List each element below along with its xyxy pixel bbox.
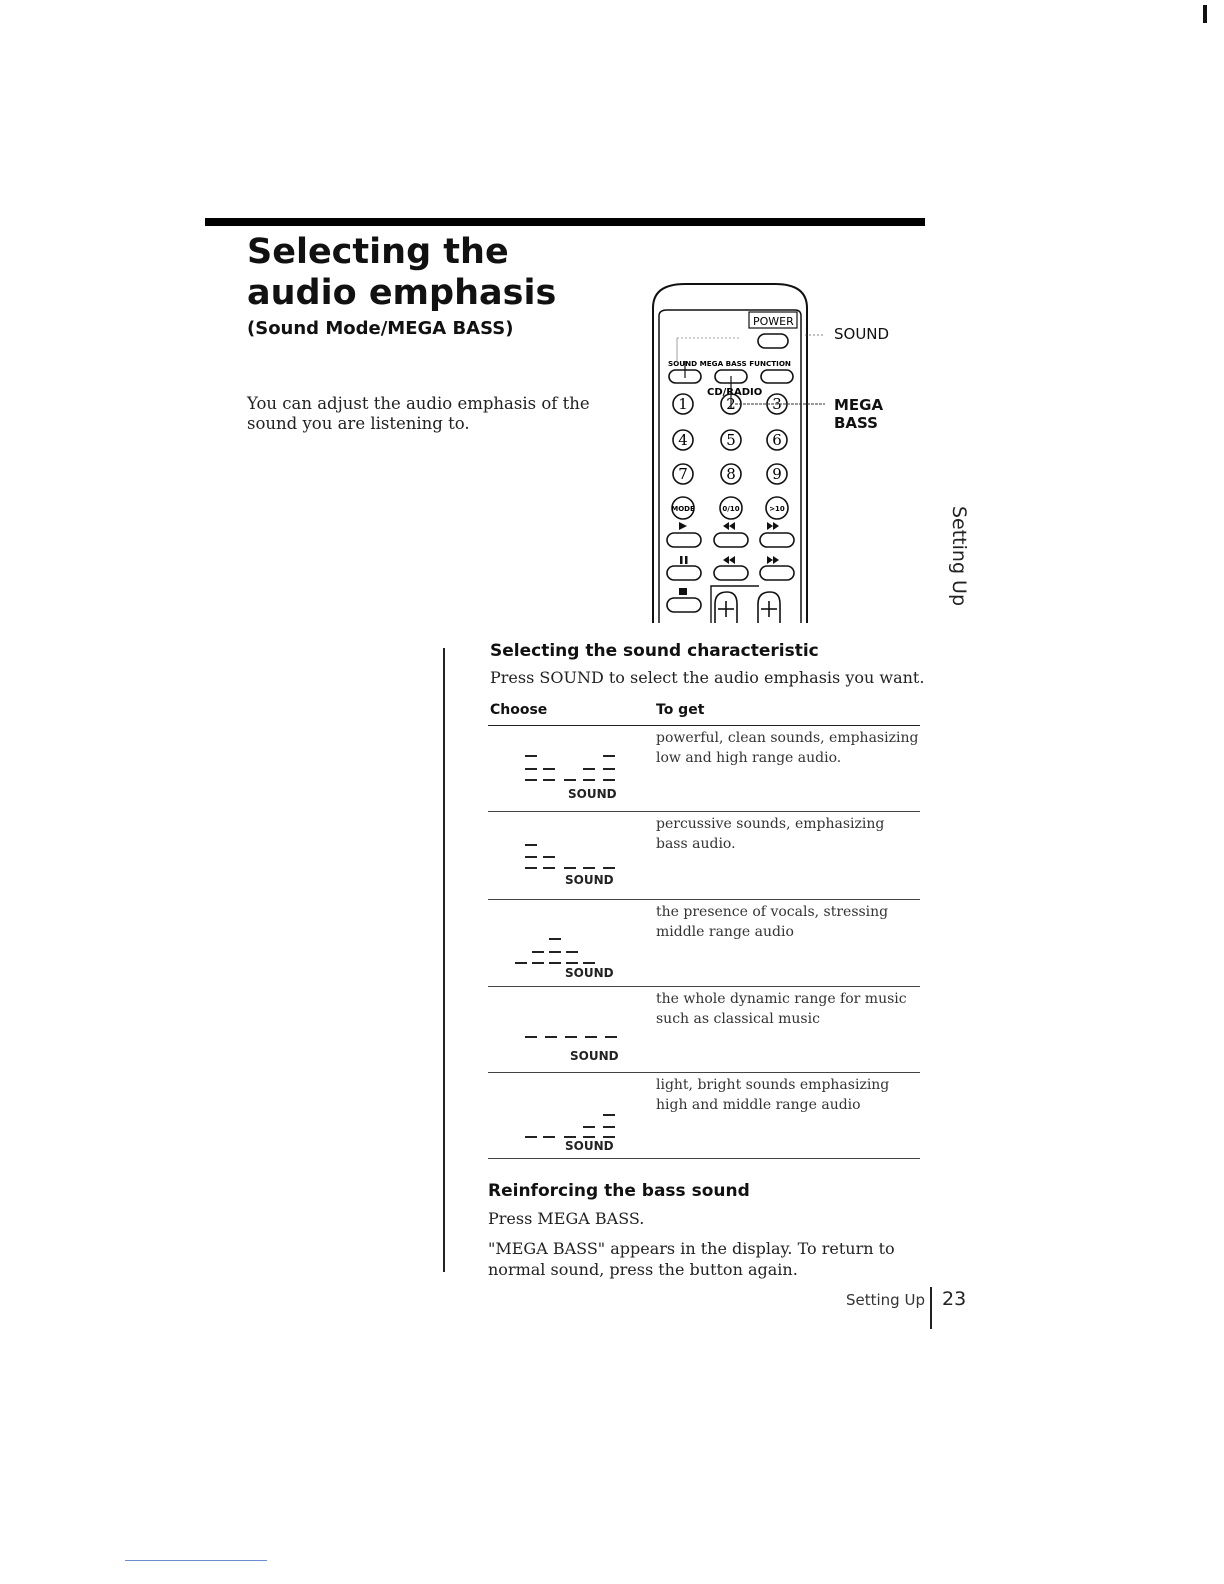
- section1-heading: Selecting the sound characteristic: [490, 641, 819, 661]
- next-button: [760, 533, 794, 547]
- table-row: [488, 900, 920, 987]
- intro-paragraph: You can adjust the audio emphasis of the sound you are listening to.: [247, 394, 590, 433]
- sound-mode-table: [488, 698, 920, 1159]
- cd-radio-label: CD/RADIO: [707, 387, 763, 398]
- display-pattern: [510, 1079, 660, 1153]
- number-label-3: 3: [772, 395, 782, 413]
- side-tab: [938, 505, 978, 615]
- display-sound-label: SOUND: [565, 1139, 614, 1153]
- page-title: [247, 232, 556, 314]
- row-description: powerful, clean sounds, emphasizing low and high range audio.: [656, 730, 919, 766]
- footer-divider: [930, 1287, 932, 1329]
- title-line-2: audio emphasis: [247, 273, 557, 313]
- number-label-1: 1: [678, 395, 688, 413]
- section-rule: [205, 218, 925, 226]
- section2-text2: "MEGA BASS" appears in the display. To return to normal sound, press the button again.: [488, 1239, 895, 1279]
- row-description: the whole dynamic range for music such as classical music: [656, 991, 907, 1027]
- table-row: [488, 1073, 920, 1159]
- mega-bass-callout: [834, 396, 883, 432]
- display-pattern: [510, 993, 660, 1063]
- section1-text: Press SOUND to select the audio emphasis you want.: [490, 668, 925, 687]
- number-label-2: 2: [726, 395, 736, 413]
- number-label-8: 8: [726, 465, 736, 483]
- prev-button: [714, 533, 748, 547]
- display-sound-label: SOUND: [568, 787, 617, 801]
- table-row: [488, 812, 920, 900]
- zero-ten-label: 0/10: [722, 505, 740, 513]
- remote-illustration: [645, 278, 825, 623]
- page-number: 23: [942, 1288, 967, 1310]
- forward-button: [760, 566, 794, 580]
- scan-line: [125, 1560, 267, 1561]
- power-label: POWER: [753, 315, 794, 328]
- col-toget-header: To get: [656, 702, 705, 718]
- row-description: light, bright sounds emphasizing high and middle range audio: [656, 1077, 890, 1113]
- display-pattern: [510, 818, 660, 887]
- pause-button: [667, 566, 701, 580]
- display-pattern: [510, 906, 660, 980]
- display-sound-label: SOUND: [565, 966, 614, 980]
- title-line-1: Selecting the: [247, 232, 509, 272]
- page-subtitle: (Sound Mode/MEGA BASS): [247, 318, 514, 339]
- table-row: [488, 987, 920, 1073]
- number-label-6: 6: [772, 431, 782, 449]
- power-button: [758, 334, 788, 348]
- display-sound-label: SOUND: [570, 1049, 619, 1063]
- section2-heading: Reinforcing the bass sound: [488, 1181, 750, 1201]
- gt-ten-label: >10: [769, 505, 785, 513]
- page-corner-mark: [1203, 5, 1207, 23]
- function-button: [761, 370, 793, 383]
- bass-label: BASS: [834, 414, 878, 432]
- play-button: [667, 533, 701, 547]
- rewind-button: [714, 566, 748, 580]
- number-label-4: 4: [678, 431, 688, 449]
- col-choose-header: Choose: [490, 702, 548, 718]
- side-tab-label: Setting Up: [948, 505, 970, 607]
- number-label-7: 7: [678, 465, 688, 483]
- mega-label: MEGA: [834, 396, 884, 414]
- stop-button: [667, 598, 701, 612]
- column-divider: [443, 648, 445, 1272]
- table-row: [488, 726, 920, 812]
- mode-label: MODE: [671, 505, 695, 513]
- display-pattern: [510, 732, 660, 801]
- section2-text1: Press MEGA BASS.: [488, 1209, 645, 1228]
- number-label-9: 9: [772, 465, 782, 483]
- display-sound-label: SOUND: [565, 873, 614, 887]
- footer-section: Setting Up: [846, 1291, 925, 1309]
- table-header: [488, 698, 920, 726]
- sound-callout: SOUND: [834, 325, 890, 343]
- number-label-5: 5: [726, 431, 736, 449]
- row-description: percussive sounds, emphasizing bass audio.: [656, 816, 885, 852]
- sound-row-label: SOUND MEGA BASS FUNCTION: [668, 359, 791, 368]
- row-description: the presence of vocals, stressing middle range audio: [656, 904, 889, 940]
